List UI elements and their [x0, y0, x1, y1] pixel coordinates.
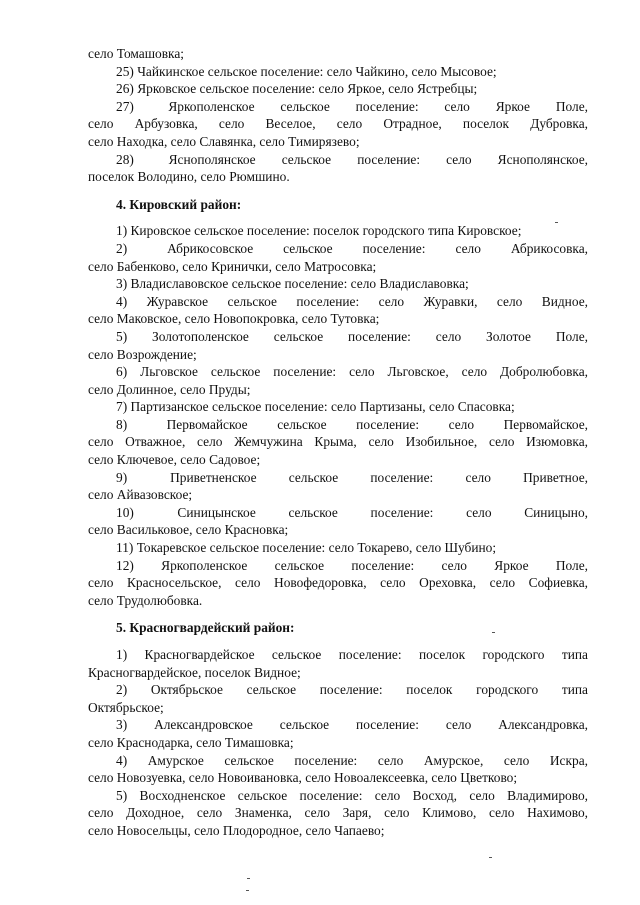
list-item [88, 787, 588, 840]
text-line: село Васильковое, село Красновка; [88, 522, 289, 538]
list-item [88, 222, 588, 240]
list-item [88, 681, 588, 716]
text-line: 1) Кировское сельское поселение: поселок городского типа Кировское; [116, 223, 522, 239]
text-line: 27) Яркополенское сельское поселение: село Яркое Поле, [116, 98, 588, 114]
text-line: село Трудолюбовка. [88, 592, 203, 608]
text-line: село Находка, село Славянка, село Тимирязево; [88, 133, 360, 149]
text-line: 3) Александровское сельское поселение: село Александровка, [116, 717, 588, 733]
text-line: 4) Журавское сельское поселение: село Журавки, село Видное, [116, 293, 588, 309]
list-krasnogvardeisky [88, 646, 588, 840]
text-line: 4) Амурское сельское поселение: село Амурское, село Искра, [116, 752, 588, 768]
list-item [88, 646, 588, 681]
list-item [88, 557, 588, 610]
text-line: 2) Абрикосовское сельское поселение: село Абрикосовка, [116, 240, 588, 256]
text-line: 12) Яркополенское сельское поселение: село Яркое Поле, [116, 557, 588, 573]
list-item [88, 80, 588, 98]
list-item [88, 469, 588, 504]
list-item [88, 293, 588, 328]
text-line: село Отважное, село Жемчужина Крыма, село Изобильное, село Изюмовка, [88, 434, 588, 450]
text-line: Красногвардейское, поселок Видное; [88, 664, 301, 680]
text-line: село Новосельцы, село Плодородное, село Чапаево; [88, 822, 385, 838]
scan-speck [555, 222, 558, 223]
list-kirovsky [88, 222, 588, 609]
list-item [88, 539, 588, 557]
text-line: село Томашовка; [88, 46, 185, 61]
scan-speck [246, 890, 249, 891]
text-line: село Доходное, село Знаменка, село Заря, село Климово, село Нахимово, [88, 805, 588, 821]
text-line: село Ключевое, село Садовое; [88, 452, 261, 468]
text-line: село Арбузовка, село Веселое, село Отрадное, поселок Дубровка, [88, 116, 588, 132]
list-item [88, 398, 588, 416]
list-item [88, 63, 588, 81]
list-item [88, 752, 588, 787]
text-line: село Краснодарка, село Тимашовка; [88, 734, 294, 750]
text-line: село Возрождение; [88, 346, 197, 362]
text-line: 6) Льговское сельское поселение: село Льговское, село Добролюбовка, [116, 364, 588, 380]
intro-block [88, 45, 588, 63]
text-line: 9) Приветненское сельское поселение: село Приветное, [116, 469, 588, 485]
scan-speck [492, 632, 495, 633]
list-continued [88, 63, 588, 186]
text-line: 8) Первомайское сельское поселение: село Первомайское, [116, 416, 588, 432]
text-line: поселок Володино, село Рюмшино. [88, 169, 290, 185]
text-line: 1) Красногвардейское сельское поселение: поселок городского типа [116, 647, 588, 662]
list-item [88, 328, 588, 363]
list-item [88, 240, 588, 275]
text-line: 28) Яснополянское сельское поселение: село Яснополянское, [116, 151, 588, 167]
text-line: 7) Партизанское сельское поселение: село Партизаны, село Спасовка; [116, 399, 515, 415]
text-line: 26) Ярковское сельское поселение: село Яркое, село Ястребцы; [116, 81, 478, 97]
scan-speck [489, 857, 492, 858]
list-item [88, 151, 588, 186]
list-item [88, 716, 588, 751]
list-item [88, 416, 588, 469]
list-item [88, 275, 588, 293]
section-heading-4: 4. Кировский район: [116, 196, 242, 212]
list-item [88, 98, 588, 151]
text-line: село Бабенково, село Кринички, село Матросовка; [88, 258, 377, 274]
text-line: 5) Золотополенское сельское поселение: село Золотое Поле, [116, 328, 588, 344]
text-line: 2) Октябрьское сельское поселение: поселок городского типа [116, 682, 588, 698]
scan-speck [247, 878, 250, 879]
text-line: село Айвазовское; [88, 487, 193, 503]
section-heading-5: 5. Красногвардейский район: [116, 620, 295, 636]
text-line: 25) Чайкинское сельское поселение: село Чайкино, село Мысовое; [116, 63, 497, 79]
text-line: село Долинное, село Пруды; [88, 381, 251, 397]
text-line: село Маковское, село Новопокровка, село Тутовка; [88, 311, 380, 327]
text-line: 3) Владиславовское сельское поселение: село Владиславовка; [116, 276, 469, 292]
text-line: 11) Токаревское сельское поселение: село Токарево, село Шубино; [116, 540, 497, 556]
list-item [88, 504, 588, 539]
document-page [88, 45, 588, 840]
text-line: 5) Восходненское сельское поселение: село Восход, село Владимирово, [116, 787, 588, 803]
text-line: Октябрьское; [88, 699, 164, 715]
text-line: село Новозуевка, село Новоивановка, село Новоалексеевка, село Цветково; [88, 770, 518, 786]
list-item [88, 363, 588, 398]
text-line: село Красносельское, село Новофедоровка, село Ореховка, село Софиевка, [88, 575, 588, 591]
text-line: 10) Синицынское сельское поселение: село Синицыно, [116, 504, 588, 520]
